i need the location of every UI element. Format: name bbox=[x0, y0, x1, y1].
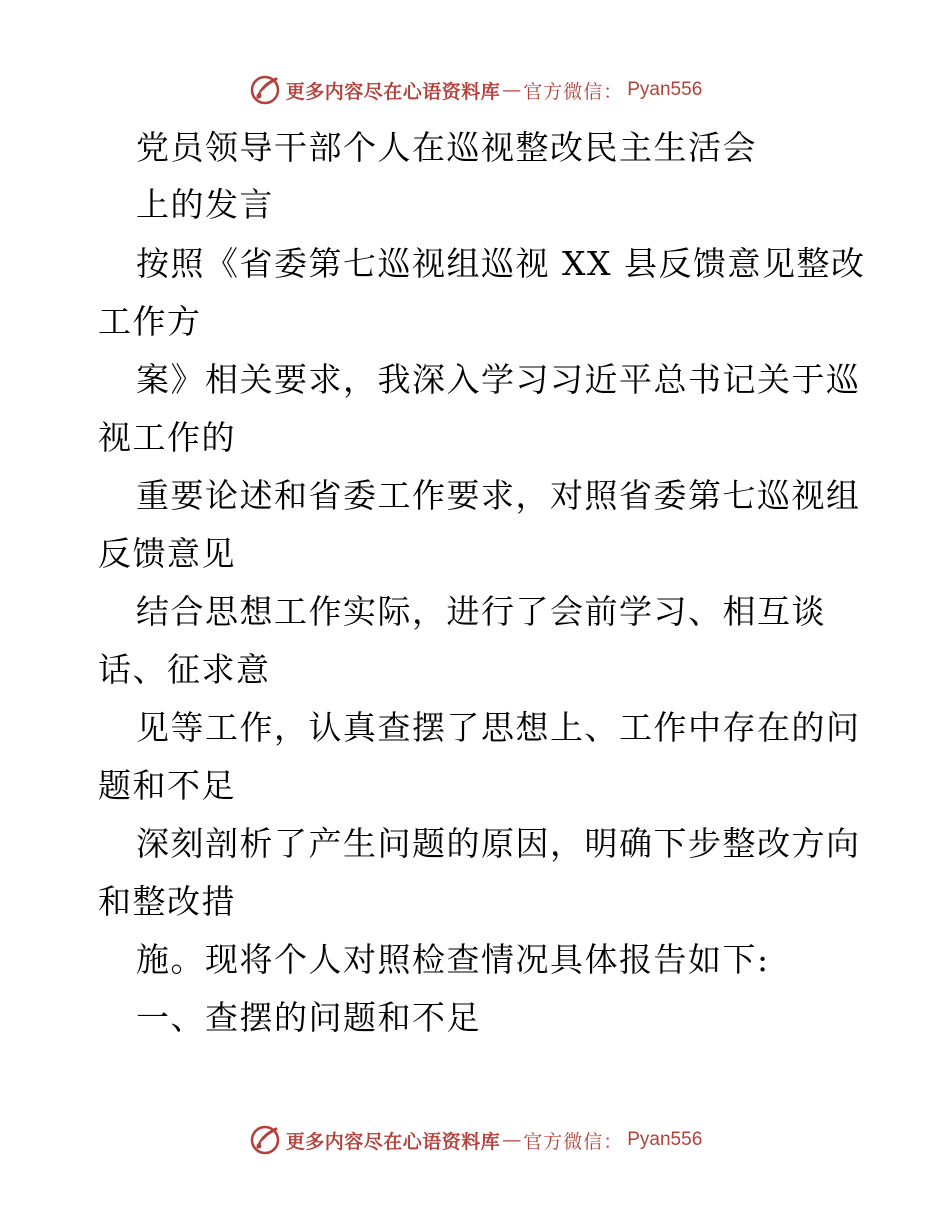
watermark-footer bbox=[0, 1120, 950, 1160]
watermark-wechat-label: 官方微信： bbox=[523, 1130, 624, 1153]
watermark-wechat-label: 官方微信： bbox=[523, 80, 624, 103]
paragraph-line: 反馈意见 bbox=[98, 534, 236, 573]
watermark-dash: — bbox=[502, 79, 522, 101]
watermark-brand: 更多内容尽在心语资料库 bbox=[285, 1130, 501, 1153]
watermark-wechat-id: Pyan556 bbox=[627, 1129, 703, 1150]
brand-logo-icon bbox=[248, 1123, 282, 1157]
paragraph-line: 按照《省委第七巡视组巡视 XX 县反馈意见整改 bbox=[136, 244, 866, 283]
paragraph-line: 案》相关要求，我深入学习习近平总书记关于巡 bbox=[136, 360, 861, 399]
document-title-line-1: 党员领导干部个人在巡视整改民主生活会 bbox=[136, 128, 757, 167]
paragraph-line: 题和不足 bbox=[98, 766, 236, 805]
paragraph-line: 话、征求意 bbox=[98, 650, 271, 689]
paragraph-line: 见等工作，认真查摆了思想上、工作中存在的问 bbox=[136, 708, 861, 747]
watermark-wechat-id: Pyan556 bbox=[627, 79, 703, 100]
paragraph-line: 深刻剖析了产生问题的原因，明确下步整改方向 bbox=[136, 824, 861, 863]
watermark-dash: — bbox=[502, 1129, 522, 1151]
section-heading: 一、查摆的问题和不足 bbox=[136, 998, 481, 1037]
paragraph-line: 和整改措 bbox=[98, 882, 236, 921]
paragraph-line: 施。现将个人对照检查情况具体报告如下: bbox=[136, 940, 770, 979]
paragraph-line: 视工作的 bbox=[98, 418, 236, 457]
paragraph-line: 工作方 bbox=[98, 302, 202, 341]
document-title-line-2: 上的发言 bbox=[136, 185, 274, 224]
watermark-brand: 更多内容尽在心语资料库 bbox=[285, 80, 501, 103]
paragraph-line: 结合思想工作实际，进行了会前学习、相互谈 bbox=[136, 592, 826, 631]
paragraph-line: 重要论述和省委工作要求，对照省委第七巡视组 bbox=[136, 476, 861, 515]
